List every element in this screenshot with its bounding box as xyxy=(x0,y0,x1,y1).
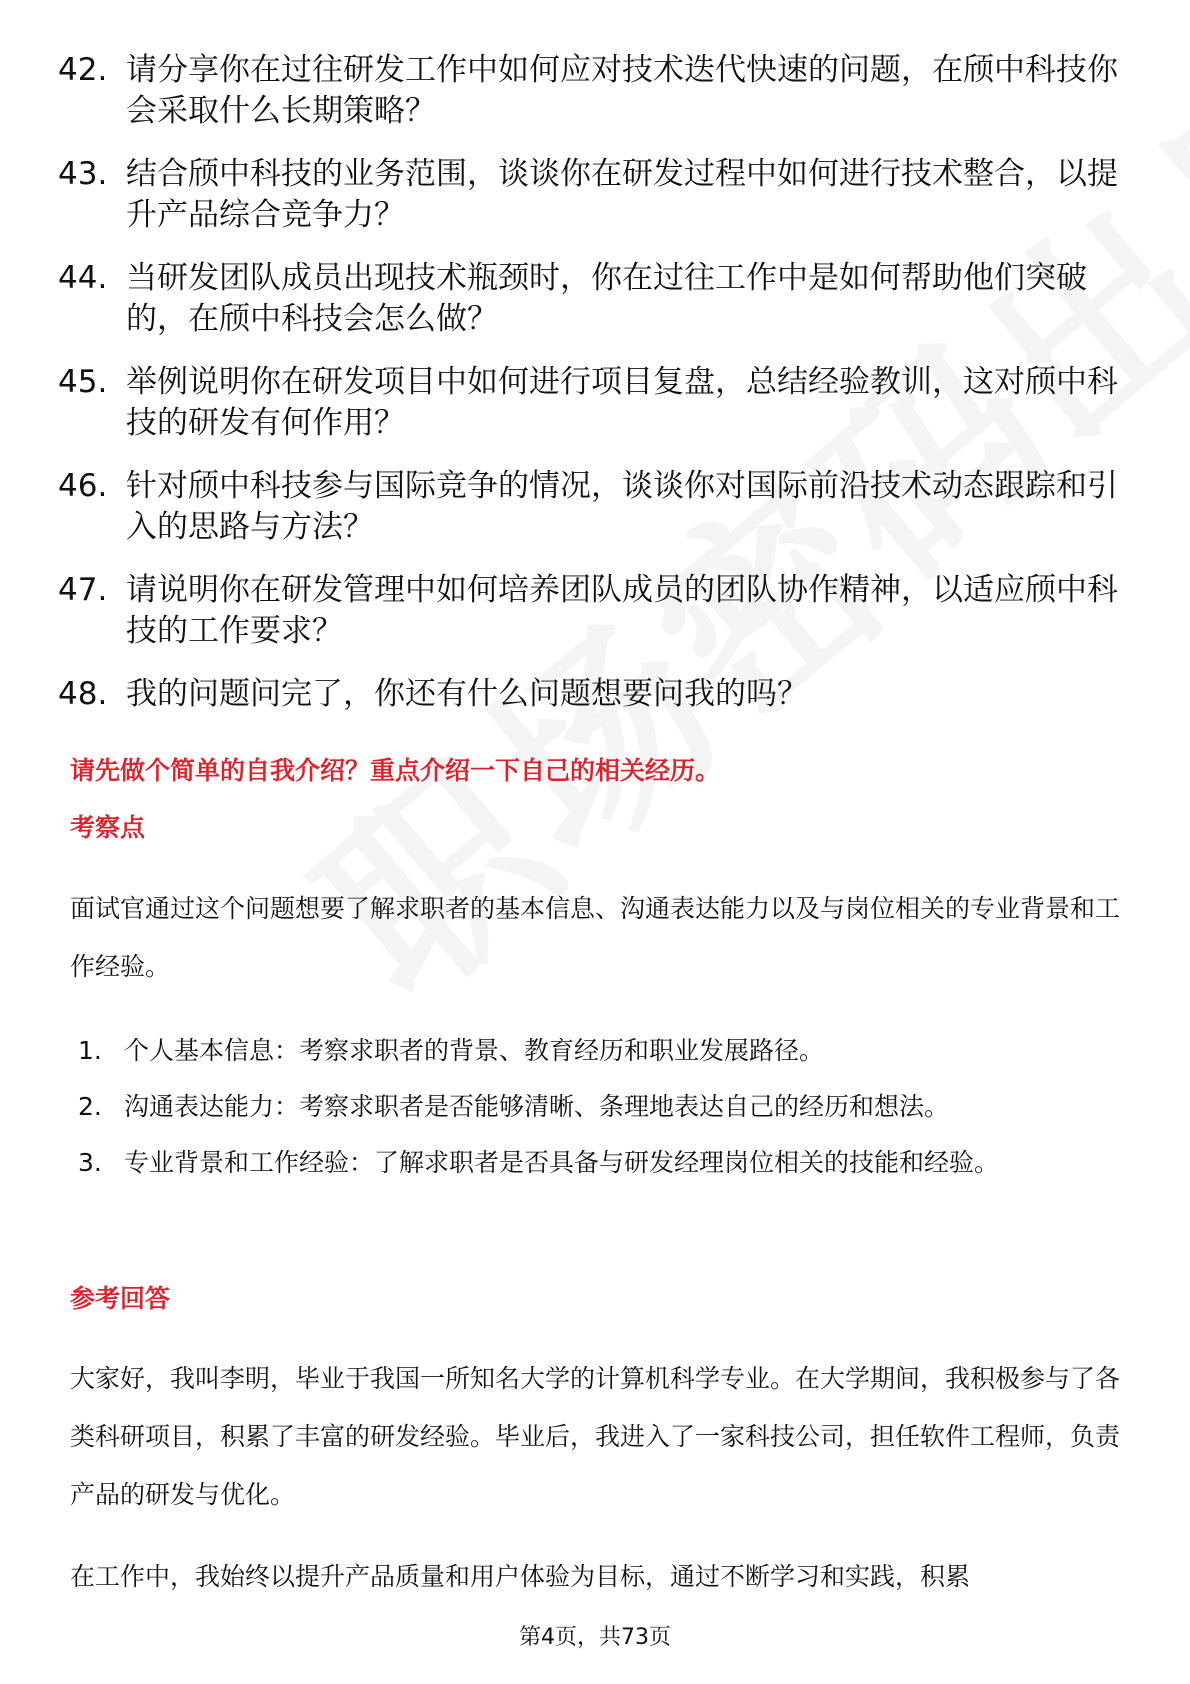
question-text: 请说明你在研发管理中如何培养团队成员的团队协作精神，以适应颀中科技的工作要求？ xyxy=(126,572,1118,649)
question-text: 针对颀中科技参与国际竞争的情况，谈谈你对国际前沿技术动态跟踪和引入的思路与方法？ xyxy=(126,468,1118,545)
reference-paragraph: 大家好，我叫李明，毕业于我国一所知名大学的计算机科学专业。在大学期间，我积极参与了各类科研项目，积累了丰富的研发经验。毕业后，我进入了一家科技公司，担任软件工程师，负责产品的研发与优化。 xyxy=(70,1364,1121,1509)
question-item xyxy=(58,50,1118,132)
assessment-heading: 考察点 xyxy=(70,813,146,842)
question-text: 请分享你在过往研发工作中如何应对技术迭代快速的问题，在颀中科技你会采取什么长期策略？ xyxy=(126,52,1118,129)
assessment-intro: 面试官通过这个问题想要了解求职者的基本信息、沟通表达能力以及与岗位相关的专业背景和工作经验。 xyxy=(70,894,1121,981)
reference-paragraph: 在工作中，我始终以提升产品质量和用户体验为目标，通过不断学习和实践，积累 xyxy=(70,1562,971,1591)
question-number: 42. xyxy=(58,52,108,88)
question-number: 48. xyxy=(58,676,108,712)
point-text: 专业背景和工作经验：了解求职者是否具备与研发经理岗位相关的技能和经验。 xyxy=(124,1148,1000,1177)
point-number: 2. xyxy=(78,1092,102,1121)
question-number: 43. xyxy=(58,156,108,192)
question-text: 结合颀中科技的业务范围，谈谈你在研发过程中如何进行技术整合，以提升产品综合竞争力？ xyxy=(126,156,1118,233)
question-number: 44. xyxy=(58,260,108,296)
question-item xyxy=(58,466,1118,548)
point-text: 沟通表达能力：考察求职者是否能够清晰、条理地表达自己的经历和想法。 xyxy=(124,1092,950,1121)
question-item xyxy=(58,570,1118,652)
question-text: 举例说明你在研发项目中如何进行项目复盘，总结经验教训，这对颀中科技的研发有何作用？ xyxy=(126,364,1118,441)
assessment-points xyxy=(78,1023,1118,1191)
section-title: 请先做个简单的自我介绍？重点介绍一下自己的相关经历。 xyxy=(70,756,721,785)
reference-heading: 参考回答 xyxy=(70,1284,171,1313)
point-number: 3. xyxy=(78,1148,102,1177)
question-item xyxy=(58,674,1118,715)
question-item xyxy=(58,362,1118,444)
assessment-point xyxy=(78,1135,1118,1191)
question-number: 46. xyxy=(58,468,108,504)
page-footer: 第4页，共73页 xyxy=(519,1625,671,1650)
assessment-point xyxy=(78,1023,1118,1079)
question-item xyxy=(58,154,1118,236)
point-number: 1. xyxy=(78,1036,102,1065)
point-text: 个人基本信息：考察求职者的背景、教育经历和职业发展路径。 xyxy=(124,1036,825,1065)
question-text: 我的问题问完了，你还有什么问题想要问我的吗？ xyxy=(126,676,808,712)
question-item xyxy=(58,258,1118,340)
question-text: 当研发团队成员出现技术瓶颈时，你在过往工作中是如何帮助他们突破的，在颀中科技会怎么做？ xyxy=(126,260,1087,337)
assessment-point xyxy=(78,1079,1118,1135)
question-number: 47. xyxy=(58,572,108,608)
question-list xyxy=(58,50,1118,737)
question-number: 45. xyxy=(58,364,108,400)
